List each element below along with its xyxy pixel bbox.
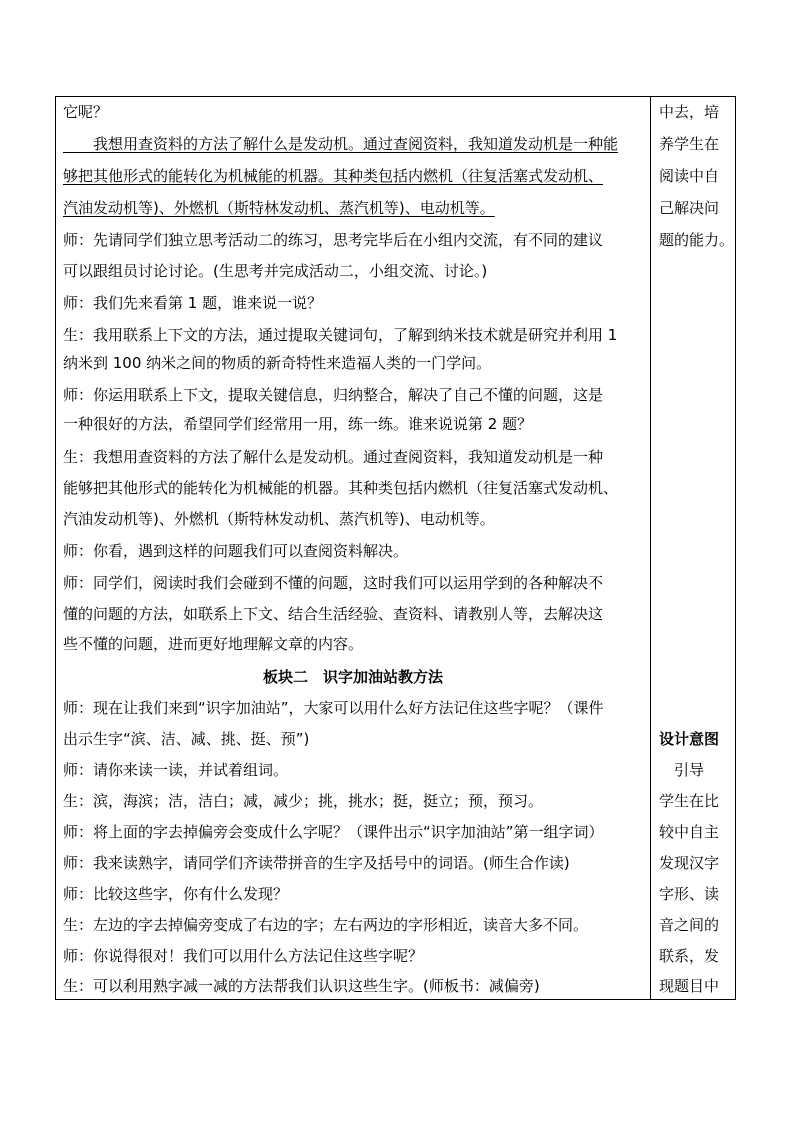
- text-line: 师：将上面的字去掉偏旁会变成什么字呢？（课件出示“识字加油站”第一组字词）: [63, 823, 604, 841]
- side-text-line: 中去，培: [659, 103, 720, 121]
- side-text-line: 养学生在: [659, 135, 720, 153]
- text-line: 它呢？: [63, 103, 109, 121]
- text-line: 能够把其他形式的能转化为机械能的机器。其种类包括内燃机（往复活塞式发动机、: [63, 479, 619, 497]
- text-line: 汽油发动机等)、外燃机（斯特林发动机、蒸汽机等)、电动机等。: [63, 510, 495, 528]
- text-line: 生：左边的字去掉偏旁变成了右边的字；左右两边的字形相近，读音大多不同。: [63, 916, 589, 934]
- text-line: 师：我们先来看第 1 题，谁来说一说？: [63, 294, 323, 312]
- text-line: 师：你看，遇到这样的问题我们可以查阅资料解决。: [63, 542, 409, 560]
- side-text-line: 发现汉字: [659, 854, 720, 872]
- text-line: 师：你运用联系上下文，提取关键信息，归纳整合，解决了自己不懂的问题，这是: [63, 386, 604, 404]
- side-text-line: 己解决问: [659, 199, 720, 217]
- text-line: 师：比较这些字，你有什么发现？: [63, 885, 289, 903]
- text-line-underlined: 汽油发动机等)、外燃机（斯特林发动机、蒸汽机等)、电动机等。: [63, 199, 495, 217]
- text-line-underlined: 我想用查资料的方法了解什么是发动机。通过查阅资料，我知道发动机是一种能: [63, 135, 619, 153]
- side-text-line: 现题目中: [659, 977, 720, 995]
- text-line: 出示生字“滨、洁、减、挑、挺、预”): [63, 730, 310, 748]
- column-divider: [650, 97, 651, 999]
- text-line: 些不懂的问题，进而更好地理解文章的内容。: [63, 635, 364, 653]
- text-line: 生：可以利用熟字减一减的方法帮我们认识这些生字。(师板书：减偏旁): [63, 977, 540, 995]
- side-text-line: 较中自主: [659, 823, 720, 841]
- text-line: 师：请你来读一读，并试着组词。: [63, 761, 289, 779]
- side-text-line: 联系，发: [659, 947, 720, 965]
- text-line: 生：滨，海滨；洁，洁白；减，减少；挑，挑水；挺，挺立；预，预习。: [63, 792, 544, 810]
- text-line: 师：现在让我们来到“识字加油站”，大家可以用什么好方法记住这些字呢？（课件: [63, 699, 604, 717]
- lesson-table: [55, 96, 736, 1000]
- text-line: 师：同学们，阅读时我们会碰到不懂的问题，这时我们可以运用学到的各种解决不: [63, 574, 604, 592]
- side-text-line: 字形、读: [659, 885, 720, 903]
- side-text-line: 阅读中自: [659, 167, 720, 185]
- text-line: 生：我用联系上下文的方法，通过提取关键词句，了解到纳米技术就是研究并利用 1: [63, 326, 618, 344]
- text-line: 纳米到 100 纳米之间的物质的新奇特性来造福人类的一门学问。: [63, 354, 492, 372]
- text-line: 懂的问题的方法，如联系上下文、结合生活经验、查资料、请教别人等，去解决这: [63, 605, 604, 623]
- side-text-line: 题的能力。: [659, 231, 735, 249]
- text-line: 一种很好的方法，希望同学们经常用一用，练一练。谁来说说第 2 题？: [63, 415, 533, 433]
- text-line: 生：我想用查资料的方法了解什么是发动机。通过查阅资料，我知道发动机是一种: [63, 448, 604, 466]
- side-text-line: 引导: [659, 761, 705, 779]
- text-line: 可以跟组员讨论讨论。(生思考并完成活动二，小组交流、讨论。): [63, 262, 488, 280]
- text-line-underlined: 够把其他形式的能转化为机械能的机器。其种类包括内燃机（往复活塞式发动机、: [63, 167, 604, 185]
- side-text-line: 音之间的: [659, 916, 720, 934]
- design-intent-heading: 设计意图: [659, 730, 720, 748]
- text-line: 师：你说得很对！我们可以用什么方法记住这些字呢？: [63, 947, 424, 965]
- section-title: 板块二 识字加油站教方法: [262, 668, 443, 686]
- text-line: 师：我来读熟字，请同学们齐读带拼音的生字及括号中的词语。(师生合作读): [63, 854, 570, 872]
- text-line: 师：先请同学们独立思考活动二的练习，思考完毕后在小组内交流，有不同的建议: [63, 231, 604, 249]
- side-text-line: 学生在比: [659, 792, 720, 810]
